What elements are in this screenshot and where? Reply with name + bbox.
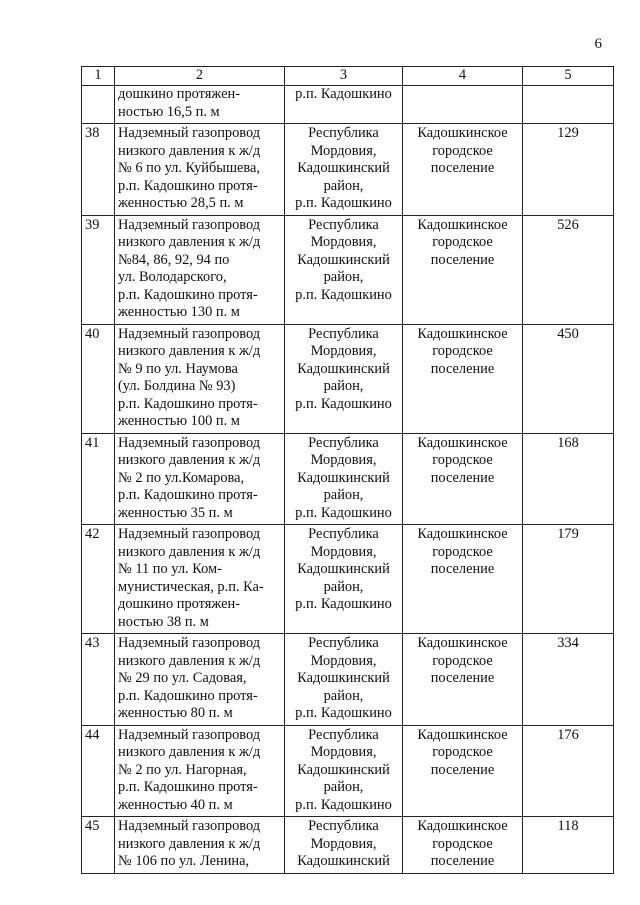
registry-table — [81, 66, 614, 874]
description-cell — [115, 525, 285, 634]
column-header-1: 1 — [82, 67, 115, 86]
value-cell: 176 — [523, 725, 614, 817]
description-line: низкого давления к ж/д — [118, 543, 261, 560]
column-header-3: 3 — [285, 67, 403, 86]
description-line: женностью 100 п. м — [118, 413, 240, 429]
description-line: р.п. Кадошкино протя- — [118, 779, 258, 795]
continuation-description-cell — [115, 86, 285, 124]
description-cell — [115, 215, 285, 324]
description-line: (ул. Болдина № 93) — [118, 378, 236, 394]
description-line: р.п. Кадошкино протя- — [118, 395, 258, 412]
table-row — [82, 324, 614, 433]
description-line: дошкино протяжен- — [118, 596, 241, 612]
value-cell: 179 — [523, 525, 614, 634]
page-number: 6 — [594, 36, 602, 52]
continuation-owner-cell — [403, 86, 523, 124]
description-cell — [115, 433, 285, 525]
row-number-cell: 38 — [82, 124, 115, 216]
row-number-cell: 44 — [82, 725, 115, 817]
address-cell: Республика Мордовия, Кадошкинский район, р.п. Кадошкино — [285, 525, 403, 634]
description-line: ностью 38 п. м — [118, 613, 209, 630]
description-cell — [115, 634, 285, 726]
column-number-row — [82, 67, 614, 86]
owner-cell: Кадошкинское городское поселение — [403, 124, 523, 216]
description-line: женностью 40 п. м — [118, 796, 233, 813]
owner-cell: Кадошкинское городское поселение — [403, 817, 523, 874]
row-number-cell: 43 — [82, 634, 115, 726]
row-number-cell: 45 — [82, 817, 115, 874]
address-cell: Республика Мордовия, Кадошкинский район, р.п. Кадошкино — [285, 124, 403, 216]
owner-cell: Кадошкинское городское поселение — [403, 634, 523, 726]
description-line: № 2 по ул. Нагорная, — [118, 761, 247, 778]
description-line: женностью 80 п. м — [118, 705, 233, 721]
description-line: женностью 130 п. м — [118, 304, 240, 320]
continuation-row — [82, 86, 614, 124]
value-cell: 334 — [523, 634, 614, 726]
table-row — [82, 634, 614, 726]
description-line: Надземный газопровод — [118, 635, 261, 651]
value-cell: 118 — [523, 817, 614, 874]
table-row — [82, 725, 614, 817]
table-row — [82, 525, 614, 634]
description-line: женностью 35 п. м — [118, 504, 233, 521]
description-line: ул. Володарского, — [118, 269, 227, 285]
column-header-4: 4 — [403, 67, 523, 86]
description-line: низкого давления к ж/д — [118, 142, 261, 159]
description-line: р.п. Кадошкино протя- — [118, 687, 258, 704]
row-number-cell: 40 — [82, 324, 115, 433]
description-line: № 6 по ул. Куйбышева, — [118, 160, 261, 176]
description-cell — [115, 324, 285, 433]
owner-cell: Кадошкинское городское поселение — [403, 324, 523, 433]
description-line: женностью 28,5 п. м — [118, 195, 244, 211]
owner-cell: Кадошкинское городское поселение — [403, 525, 523, 634]
row-number-cell: 41 — [82, 433, 115, 525]
description-line: низкого давления к ж/д — [118, 744, 261, 760]
description-line: № 9 по ул. Наумова — [118, 360, 238, 377]
address-cell: Республика Мордовия, Кадошкинский район, р.п. Кадошкино — [285, 433, 403, 525]
continuation-address-cell: р.п. Кадошкино — [285, 86, 403, 124]
description-line: № 106 по ул. Ленина, — [118, 853, 250, 869]
address-cell: Республика Мордовия, Кадошкинский район, р.п. Кадошкино — [285, 215, 403, 324]
description-cell — [115, 725, 285, 817]
description-line: № 11 по ул. Ком- — [118, 561, 222, 577]
description-line: дошкино протяжен- — [118, 86, 241, 102]
description-line: низкого давления к ж/д — [118, 835, 261, 852]
table-row — [82, 817, 614, 874]
description-line: Надземный газопровод — [118, 726, 261, 743]
description-line: № 29 по ул. Садовая, — [118, 670, 247, 686]
description-line: р.п. Кадошкино протя- — [118, 177, 258, 194]
description-line: низкого давления к ж/д — [118, 452, 261, 468]
address-cell: Республика Мордовия, Кадошкинский район, р.п. Кадошкино — [285, 324, 403, 433]
address-cell: Республика Мордовия, Кадошкинский район, р.п. Кадошкино — [285, 634, 403, 726]
row-number-cell: 42 — [82, 525, 115, 634]
registry-table-body — [82, 67, 614, 874]
description-cell — [115, 124, 285, 216]
table-row — [82, 124, 614, 216]
description-line: Надземный газопровод — [118, 216, 261, 233]
description-line: низкого давления к ж/д — [118, 652, 261, 669]
value-cell: 168 — [523, 433, 614, 525]
table-row — [82, 433, 614, 525]
continuation-value-cell — [523, 86, 614, 124]
description-line: низкого давления к ж/д — [118, 234, 261, 250]
owner-cell: Кадошкинское городское поселение — [403, 433, 523, 525]
description-line: Надземный газопровод — [118, 434, 261, 451]
description-line: р.п. Кадошкино протя- — [118, 286, 258, 303]
owner-cell: Кадошкинское городское поселение — [403, 215, 523, 324]
description-line: ностью 16,5 п. м — [118, 103, 220, 120]
address-cell: Республика Мордовия, Кадошкинский — [285, 817, 403, 874]
description-line: низкого давления к ж/д — [118, 343, 261, 359]
row-number-cell: 39 — [82, 215, 115, 324]
description-line: №84, 86, 92, 94 по — [118, 251, 230, 268]
description-line: мунистическая, р.п. Ка- — [118, 578, 264, 595]
column-header-2: 2 — [115, 67, 285, 86]
value-cell: 450 — [523, 324, 614, 433]
owner-cell: Кадошкинское городское поселение — [403, 725, 523, 817]
continuation-number-cell — [82, 86, 115, 124]
description-line: Надземный газопровод — [118, 526, 261, 542]
value-cell: 129 — [523, 124, 614, 216]
description-line: Надземный газопровод — [118, 325, 261, 342]
description-cell — [115, 817, 285, 874]
description-line: р.п. Кадошкино протя- — [118, 487, 258, 503]
description-line: № 2 по ул.Комарова, — [118, 469, 245, 486]
description-line: Надземный газопровод — [118, 125, 261, 141]
address-cell: Республика Мордовия, Кадошкинский район, р.п. Кадошкино — [285, 725, 403, 817]
column-header-5: 5 — [523, 67, 614, 86]
table-row — [82, 215, 614, 324]
value-cell: 526 — [523, 215, 614, 324]
description-line: Надземный газопровод — [118, 818, 261, 834]
